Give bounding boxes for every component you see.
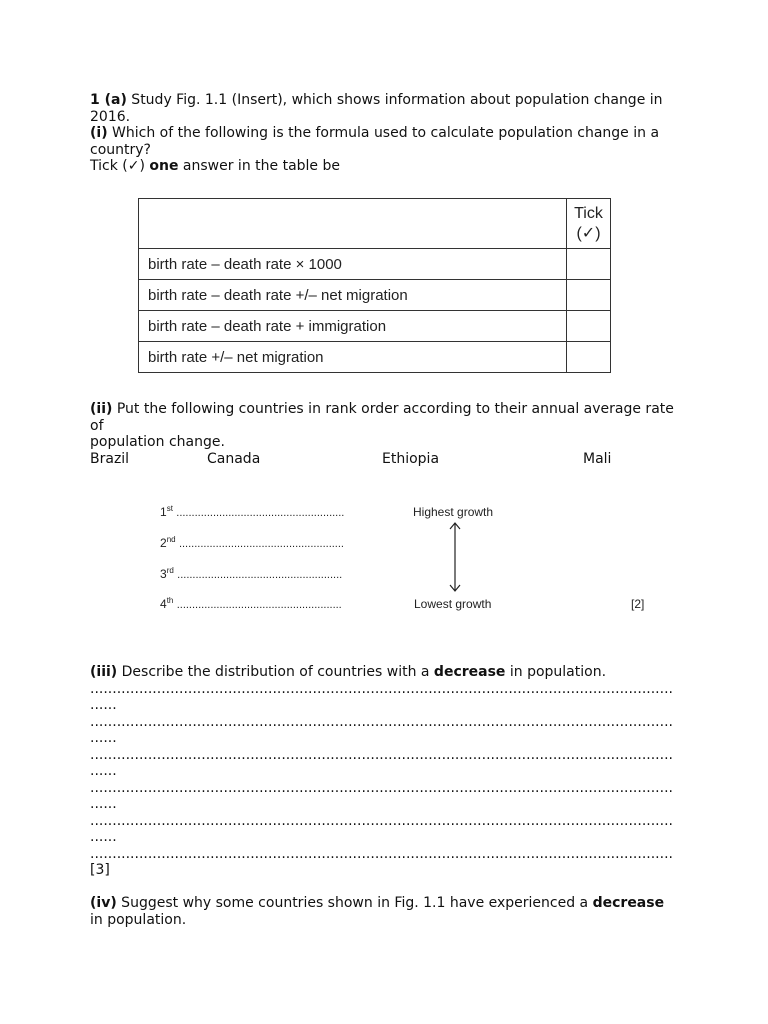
answer-line[interactable]: ................................................................................................................................... bbox=[90, 713, 673, 730]
answer-line-tail: ...... bbox=[90, 829, 117, 845]
formula-table bbox=[138, 198, 611, 373]
answer-line[interactable]: ....................................................... bbox=[176, 507, 345, 519]
country-canada: Canada bbox=[207, 451, 261, 467]
tick-box[interactable] bbox=[567, 311, 611, 342]
question-part-iii: (iii) Describe the distribution of countries with a decrease in population. ................................................................................................................................... ...... ................................................................................................................................... ...... ................................................................................................................................... ...... ................................................................................................................................... ...... ................................................................................................................................... ...... ................................................................................................................................... [3] bbox=[90, 664, 680, 879]
double-arrow-icon bbox=[447, 521, 463, 593]
formula-option: birth rate +/– net migration bbox=[139, 342, 567, 373]
table-row bbox=[139, 249, 611, 280]
country-brazil: Brazil bbox=[90, 451, 130, 467]
answer-line[interactable]: ................................................................................................................................... bbox=[90, 746, 673, 763]
question-1a-block bbox=[90, 92, 680, 175]
marks-3: [3] bbox=[90, 862, 110, 878]
answer-line-tail: ...... bbox=[90, 697, 117, 713]
table-row bbox=[139, 311, 611, 342]
formula-option: birth rate – death rate +/– net migration bbox=[139, 280, 567, 311]
country-mali: Mali bbox=[583, 451, 612, 467]
formula-option: birth rate – death rate + immigration bbox=[139, 311, 567, 342]
tick-box[interactable] bbox=[567, 280, 611, 311]
answer-line[interactable]: ................................................................................................................................... bbox=[90, 779, 673, 796]
answer-line[interactable]: ................................................................................................................................... bbox=[90, 845, 673, 862]
rank-line-4: 4th ...................................................... bbox=[160, 596, 342, 611]
question-part-ii: (ii) Put the following countries in rank order according to their annual average rate of population change. bbox=[90, 401, 674, 450]
tick-instruction: Tick (✓) one answer in the table be bbox=[90, 158, 340, 174]
answer-line-tail: ...... bbox=[90, 796, 117, 812]
rank-line-3: 3rd ...................................................... bbox=[160, 566, 343, 581]
question-part-iv: (iv) Suggest why some countries shown in Fig. 1.1 have experienced a decrease in population. bbox=[90, 895, 665, 928]
tick-box[interactable] bbox=[567, 249, 611, 280]
table-row bbox=[139, 342, 611, 373]
country-ethiopia: Ethiopia bbox=[382, 451, 440, 467]
answer-line[interactable]: ...................................................... bbox=[177, 569, 343, 581]
question-part-i: (i) Which of the following is the formula used to calculate population change in a country? bbox=[90, 125, 660, 158]
highest-growth-label: Highest growth bbox=[413, 505, 494, 519]
formula-option: birth rate – death rate × 1000 bbox=[139, 249, 567, 280]
lowest-growth-label: Lowest growth bbox=[414, 597, 492, 611]
tick-column-header: Tick (✓) bbox=[567, 199, 611, 249]
table-header-row bbox=[139, 199, 611, 249]
table-header-blank bbox=[139, 199, 567, 249]
question-number: 1 (a) bbox=[90, 92, 127, 108]
answer-line-tail: ...... bbox=[90, 730, 117, 746]
answer-line[interactable]: ...................................................... bbox=[178, 538, 344, 550]
marks-2: [2] bbox=[631, 597, 645, 611]
rank-line-1: 1st ....................................................... bbox=[160, 504, 345, 519]
rank-line-2: 2nd ...................................................... bbox=[160, 535, 344, 550]
table-row bbox=[139, 280, 611, 311]
answer-line[interactable]: ...................................................... bbox=[176, 599, 342, 611]
answer-line-tail: ...... bbox=[90, 763, 117, 779]
question-1a-intro: 1 (a) Study Fig. 1.1 (Insert), which shows information about population change in 2016. bbox=[90, 92, 663, 125]
tick-box[interactable] bbox=[567, 342, 611, 373]
answer-line[interactable]: ................................................................................................................................... bbox=[90, 680, 673, 697]
answer-line[interactable]: ................................................................................................................................... bbox=[90, 812, 673, 829]
